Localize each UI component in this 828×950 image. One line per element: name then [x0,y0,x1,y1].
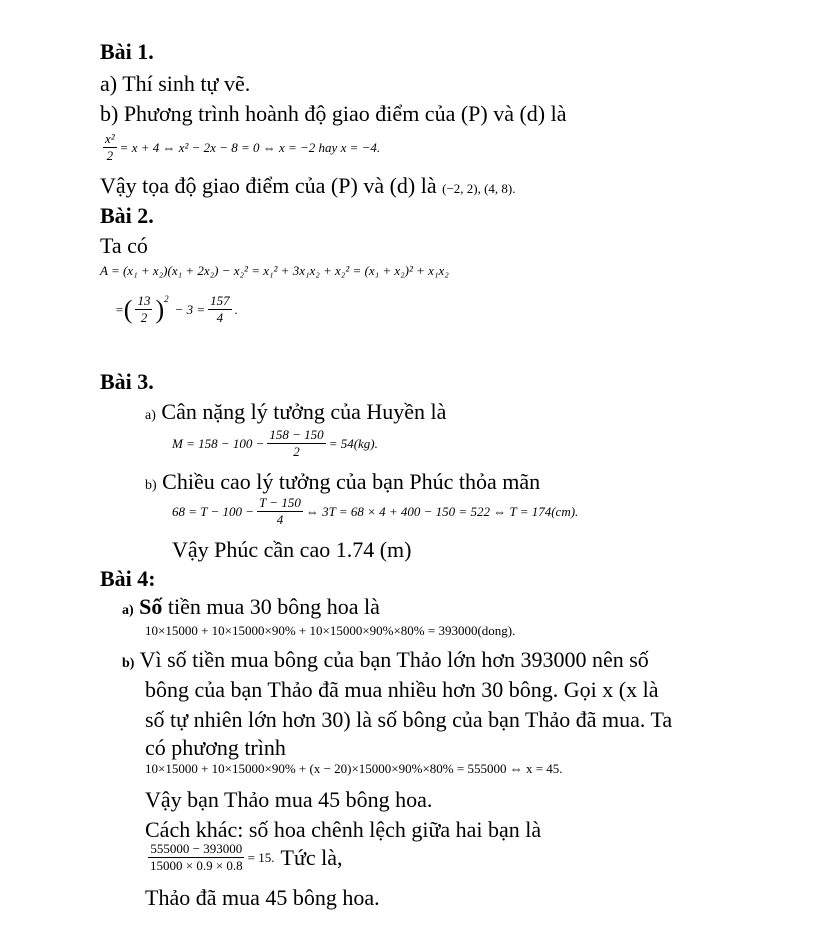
bai2-fraction-2-den: 4 [216,310,224,326]
bai1-equation [100,132,380,164]
bai4-part-b-line1 [122,648,649,672]
bai2-paren-open: ( [123,294,133,324]
bai3-b-conclusion: Vậy Phúc cần cao 1.74 (m) [172,537,412,562]
bai3-b-fraction [257,496,303,528]
bai4-a-bold: Số [139,594,163,619]
bai4-b-text4: có phương trình [145,735,286,760]
bai2-fraction-1-num: 13 [135,294,152,310]
bai4-alt-fraction-den: 15000 × 0.9 × 0.8 [150,858,243,874]
bai2-fraction-2-num: 157 [208,294,232,310]
bai3-b-text: Chiều cao lý tưởng của bạn Phúc thỏa mãn [162,469,541,494]
bai2-fraction-1-den: 2 [140,310,148,326]
bai1-conclusion-line [100,174,516,198]
bai3-b-eq-post: ⇔ 3T = 68 × 4 + 400 − 150 = 522 ⇔ T = 174(cm). [305,503,579,519]
bai4-alt-line [145,842,343,874]
bai3-a-fraction-den: 2 [293,444,300,460]
bai4-alt-fraction-num: 555000 − 393000 [148,842,244,858]
bai4-b-text2: bông của bạn Thảo đã mua nhiều hơn 30 bông. Gọi x (x là [145,677,659,702]
bai3-b-label: b) [145,478,157,493]
bai2-line2-pre: = [115,301,124,317]
bai4-a-equation: 10×15000 + 10×15000×90% + 10×15000×90%×80% = 393000(dong). [145,623,516,638]
bai4-alt-fraction [148,842,245,874]
bai1-conclusion: Vậy tọa độ giao điểm của (P) và (d) là [100,173,437,198]
bai4-final: Thảo đã mua 45 bông hoa. [145,885,380,910]
bai3-a-fraction-num: 158 − 150 [267,428,325,444]
bai3-part-a [145,400,446,424]
bai4-a-label: a) [122,603,134,618]
bai4-alt-result: = 15. [247,849,275,865]
bai2-intro: Ta có [100,233,148,258]
bai2-title: Bài 2. [100,203,154,228]
bai4-a-text: tiền mua 30 bông hoa là [162,594,380,619]
bai2-line2: = ( $\frac{13}{2}$ ) 2 − 3 = $\frac{157}{4}$ . [115,293,238,326]
bai2-exponent: 2 [164,293,169,304]
bai1-eq-num: x² [103,132,117,148]
bai1-part-b: b) Phương trình hoành độ giao điểm của (P) và (d) là [100,101,567,126]
bai3-b-eq-pre: 68 = T − 100 − [172,503,255,519]
bai2-fraction-1 [135,294,152,326]
bai3-a-eq-post: = 54(kg). [328,435,378,451]
bai4-alt-text: Cách khác: số hoa chênh lệch giữa hai bạn là [145,817,542,842]
bai3-title: Bài 3. [100,369,154,394]
bai4-title: Bài 4: [100,566,156,591]
bai1-title: Bài 1. [100,39,154,64]
bai3-a-eq-pre: M = 158 − 100 − [172,435,265,451]
bai4-b-label: b) [122,656,135,671]
bai3-part-b [145,470,540,494]
bai3-a-label: a) [145,408,156,423]
bai1-points: (−2, 2), (4, 8). [442,181,516,196]
bai3-a-text: Cân nặng lý tưởng của Huyền là [161,399,447,424]
bai3-b-fraction-num: T − 150 [257,496,303,512]
bai4-alt-tail: Tức là, [280,844,343,870]
bai2-fraction-2 [208,294,232,326]
bai1-part-a: a) Thí sinh tự vẽ. [100,71,251,96]
bai4-b-text1: Vì số tiền mua bông của bạn Thảo lớn hơn 393000 nên số [139,647,649,672]
bai4-b-conclusion: Vậy bạn Thảo mua 45 bông hoa. [145,787,433,812]
bai3-b-equation [172,496,578,528]
bai1-eq-fraction [103,132,117,164]
bai4-part-a [122,595,380,619]
bai2-line1: A = (x₁ + x₂)(x₁ + 2x₂) − x₂² = x₁² + 3x₁x₂ + x₂² = (x₁ + x₂)² + x₁x₂ [100,263,449,278]
bai3-a-equation [172,428,378,460]
bai1-eq-rest: = x + 4 ⇔ x² − 2x − 8 = 0 ⇔ x = −2 hay x = −4. [119,139,381,155]
bai4-alt-math [145,842,275,874]
bai1-eq-den: 2 [106,148,114,164]
bai4-b-text3: số tự nhiên lớn hơn 30) là số bông của bạn Thảo đã mua. Ta [145,707,673,732]
bai2-paren-close: ) [155,294,165,324]
bai3-b-fraction-den: 4 [276,512,284,528]
bai3-a-fraction [267,428,325,460]
bai2-line2-mid: − 3 = [174,301,206,317]
bai4-b-equation: 10×15000 + 10×15000×90% + (x − 20)×15000×90%×80% = 555000 ⇔ x = 45. [145,761,563,776]
